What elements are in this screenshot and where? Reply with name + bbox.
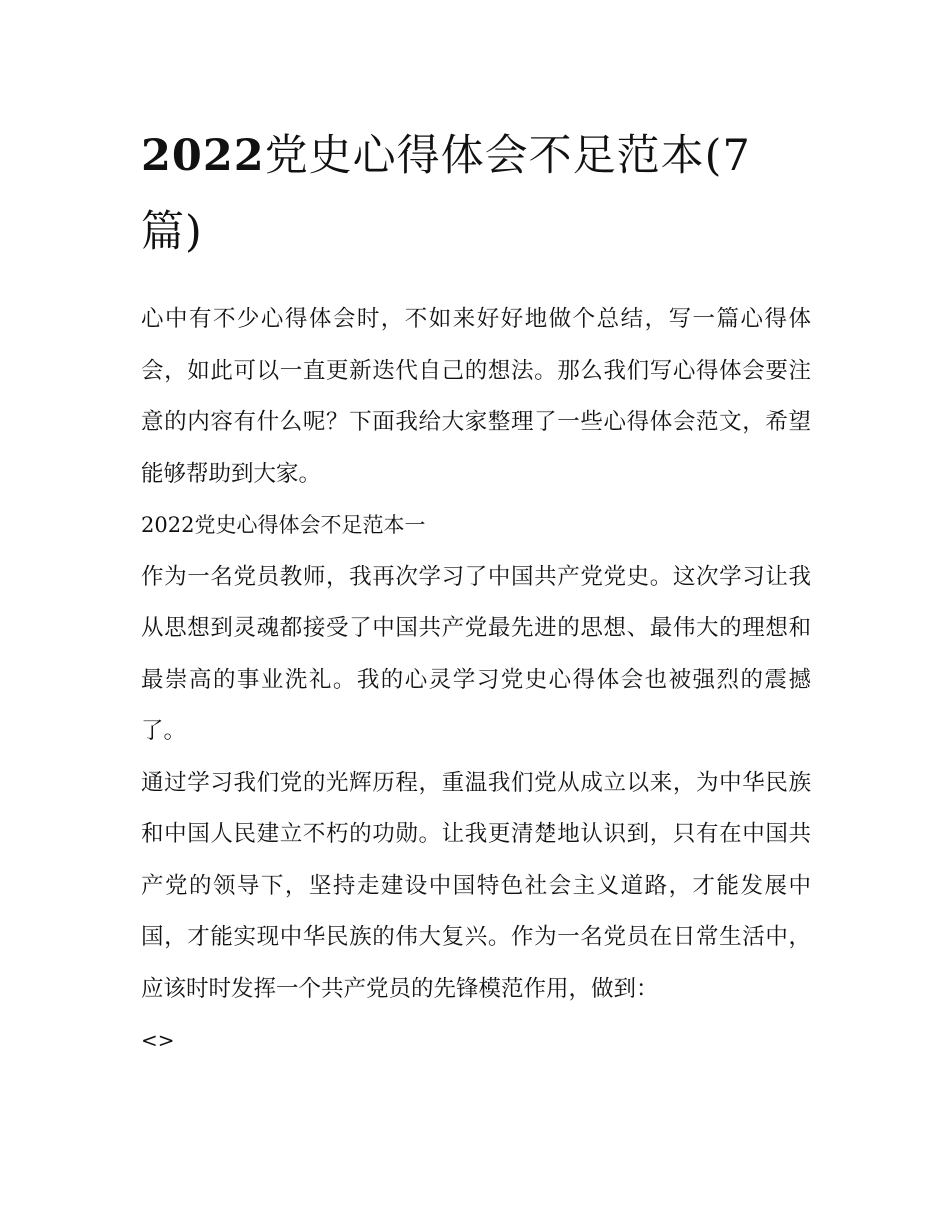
title-year: 2022	[141, 131, 265, 181]
trailing-marker: <>	[141, 1028, 175, 1052]
body-paragraph: 作为一名党员教师，我再次学习了中国共产党党史。这次学习让我从思想到灵魂都接受了中国共产党最先进的思想、最伟大的理想和最崇高的事业洗礼。我的心灵学习党史心得体会也被强烈的震撼了。	[141, 563, 811, 744]
document-body	[141, 118, 811, 1065]
title-text: 党史心得体会不足范本(7篇)	[141, 131, 751, 257]
section-heading: 2022党史心得体会不足范本一	[141, 513, 426, 537]
document-title	[141, 118, 811, 270]
intro-paragraph: 心中有不少心得体会时，不如来好好地做个总结，写一篇心得体会，如此可以一直更新迭代自己的想法。那么我们写心得体会要注意的内容有什么呢？下面我给大家整理了一些心得体会范文，希望能够帮助到大家。	[141, 306, 811, 487]
body-paragraph: 通过学习我们党的光辉历程，重温我们党从成立以来，为中华民族和中国人民建立不朽的功勋。让我更清楚地认识到，只有在中国共产党的领导下，坚持走建设中国特色社会主义道路，才能发展中国，才能实现中华民族的伟大复兴。作为一名党员在日常生活中，应该时时发挥一个共产党员的先锋模范作用，做到：	[141, 769, 811, 1002]
